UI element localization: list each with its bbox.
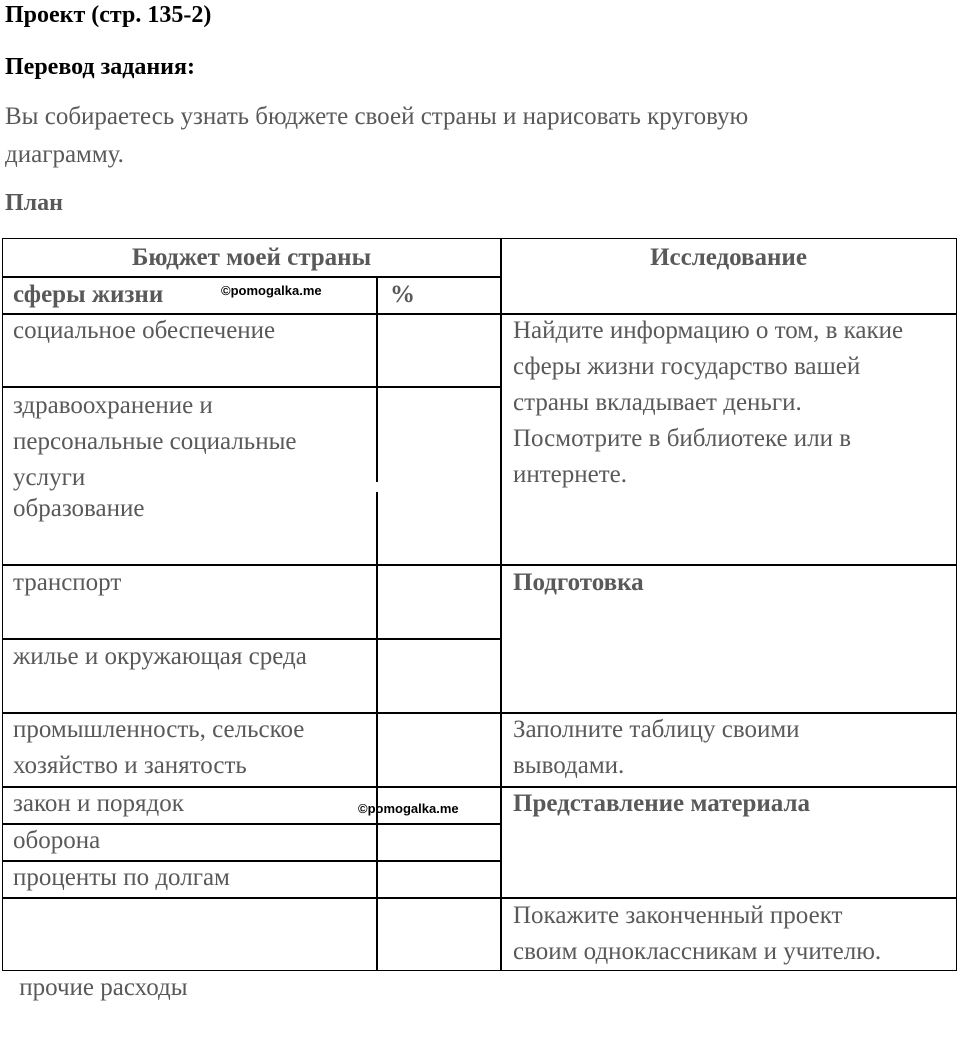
research-text [513,313,903,493]
row-text: проценты по долгам [13,864,230,891]
presentation-line: своим одноклассникам и учителю. [513,938,882,965]
table-row [13,823,100,859]
row-text: закон и порядок [13,790,184,817]
presentation-text [513,898,881,970]
table-divider [376,276,378,482]
table-divider [2,564,957,566]
column-spheres: сферы жизни [13,281,164,308]
plan-heading: План [5,190,63,216]
watermark: ©pomogalka.me [358,801,459,816]
row-text: жилье и окружающая среда [13,643,307,670]
preparation-line: Заполните таблицу своими [513,716,800,743]
row-text: прочие расходы [13,974,188,1001]
table-row [13,491,144,527]
row-text: здравоохранение и [13,392,213,419]
row-text: промышленность, сельское [13,716,305,743]
row-text: услуги [13,464,86,491]
preparation-line: выводами. [513,752,625,779]
research-line: страны вкладывает деньги. [513,389,802,416]
table-row [13,712,304,784]
preparation-text [513,712,800,784]
table-row [13,639,307,675]
header-budget: Бюджет моей страны [131,244,372,271]
row-text: персональные социальные [13,428,297,455]
column-percent: % [390,281,415,308]
row-text: социальное обеспечение [13,317,276,344]
presentation-line: Покажите законченный проект [513,902,843,929]
research-line: Посмотрите в библиотеке или в [513,425,852,452]
table-row [13,786,184,822]
header-research: Исследование [650,244,807,271]
research-line: интернете. [513,461,628,488]
task-line-1: Вы собираетесь узнать бюджете своей страны и нарисовать круговую [5,103,749,130]
research-line: сферы жизни государство вашей [513,353,861,380]
row-text: хозяйство и занятость [13,752,247,779]
table-row [13,388,296,496]
research-line: Найдите информацию о том, в какие [513,317,904,344]
preparation-heading: Подготовка [513,569,644,596]
table-row [13,860,230,896]
table-row [13,565,121,601]
task-line-2: диаграмму. [5,141,124,168]
watermark: ©pomogalka.me [221,283,322,298]
row-text: оборона [13,827,101,854]
task-text [5,98,905,174]
presentation-heading: Представление материала [513,790,811,817]
row-text: образование [13,495,145,522]
table-row [13,313,275,349]
table-row [13,898,188,1042]
page-title: Проект (стр. 135-2) [5,2,212,28]
section-heading-translation: Перевод задания: [5,54,195,80]
row-text: транспорт [13,569,122,596]
